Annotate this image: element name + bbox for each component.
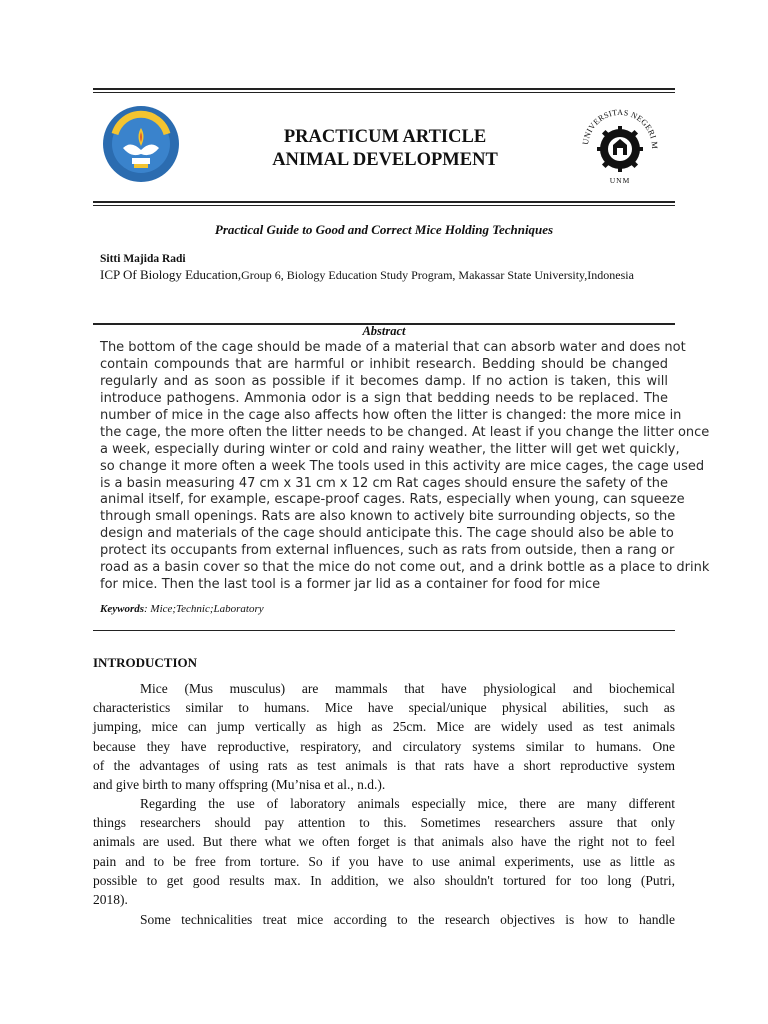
paragraph-line: Some technicalities treat mice according to the research objectives is how to handle (140, 912, 675, 927)
paragraph-line: because they have reproductive, respiratory, and circulatory systems similar to humans. One (93, 738, 675, 754)
paragraph-line: characteristics similar to humans. Mice have special/unique physical abilities, such as (93, 700, 675, 716)
paragraph-line: Regarding the use of laboratory animals especially mice, there are many different (140, 796, 675, 811)
header-title-line2: ANIMAL DEVELOPMENT (272, 150, 498, 170)
affiliation-part2: Group 6, Biology Education Study Program, Makassar State University,Indonesia (241, 268, 634, 282)
unm-logo (576, 99, 664, 189)
abstract-heading: Abstract (362, 324, 406, 338)
abstract-body (100, 340, 710, 594)
tut-wuri-handayani-logo (101, 104, 181, 184)
abstract-line: a week, especially during winter or cold and rainy weather, the litter will get wet quickly, (100, 441, 680, 457)
abstract-line: the cage, the more often the litter needs to be changed. At least if you change the litter once (100, 424, 710, 440)
introduction-paragraph-2 (93, 794, 675, 909)
introduction-paragraph-1 (93, 679, 675, 794)
abstract-line: regularly and as soon as possible if it becomes damp. If no action is taken, this will (100, 373, 668, 389)
abstract-line: introduce pathogens. Ammonia odor is a sign that bedding needs to be replaced. The (100, 390, 668, 406)
abstract-line: The bottom of the cage should be made of a material that can absorb water and does not (100, 340, 686, 355)
abstract-line: is a basin measuring 47 cm x 31 cm x 12 cm Rat cages should ensure the safety of the (100, 475, 668, 491)
abstract-line: protect its occupants from external influences, such as rats from outside, then a rang or (100, 543, 675, 559)
introduction-paragraph-3 (93, 910, 675, 929)
paragraph-line: 2018). (93, 891, 128, 907)
right-logo-abbr: UNM (609, 176, 631, 185)
affiliation-part1: ICP Of Biology Education, (100, 267, 242, 282)
header-title-line1: PRACTICUM ARTICLE (283, 127, 487, 147)
abstract-line: so change it more often a week The tools used in this activity are mice cages, the cage used (100, 458, 705, 474)
paragraph-line: animals are used. But there what we often forget is that animals also have the right not to feel (93, 834, 675, 850)
paragraph-line: pain and to be free from torture. So if you have to use animal experiments, use as little as (93, 853, 675, 869)
author-name: Sitti Majida Radi (100, 253, 186, 265)
abstract-bottom-rule (93, 630, 675, 631)
introduction-heading: INTRODUCTION (93, 655, 198, 670)
abstract-line: animal itself, for example, escape-proof cages. Rats, especially when young, can squeeze (100, 492, 685, 508)
paragraph-line: of the advantages of using rats as test animals is that rats have a short reproductive system (93, 757, 675, 773)
paragraph-line: jumping, mice can jump vertically as high as 25cm. Mice are widely used as test animals (93, 719, 675, 735)
abstract-line: number of mice in the cage also affects how often the litter is changed: the more mice in (100, 407, 682, 423)
abstract-line: through small openings. Rats are also known to actively bite surrounding objects, so the (100, 509, 676, 525)
paragraph-line: things researchers should pay attention to this. Sometimes researchers assure that only (93, 815, 675, 831)
abstract-line: design and materials of the cage should anticipate this. The cage should also be able to (100, 526, 674, 542)
abstract-line: contain compounds that are harmful or inhibit research. Bedding should be changed (100, 356, 668, 372)
header-top-rule (93, 88, 675, 93)
paragraph-line: Mice (Mus musculus) are mammals that have physiological and biochemical (140, 681, 675, 696)
paragraph-line: possible to get good results max. In addition, we also shouldn't tortured for too long (Putri, (93, 872, 675, 888)
header-bottom-rule (93, 201, 675, 206)
abstract-line: road as a basin cover so that the mice do not come out, and a drink bottle as a place to drink (100, 560, 710, 576)
keywords-label: Keywords (100, 603, 144, 615)
svg-text:UNIVERSITAS NEGERI MAKASSAR: UNIVERSITAS NEGERI M (581, 107, 660, 150)
article-title: Practical Guide to Good and Correct Mice Holding Techniques (214, 222, 554, 237)
author-affiliation (100, 267, 668, 283)
paragraph-line: and give birth to many offspring (Mu’nisa et al., n.d.). (93, 776, 386, 792)
keywords-list: : Mice;Technic;Laboratory (144, 603, 264, 615)
keywords (100, 603, 264, 615)
abstract-line: for mice. Then the last tool is a former jar lid as a container for food for mice (100, 577, 601, 593)
